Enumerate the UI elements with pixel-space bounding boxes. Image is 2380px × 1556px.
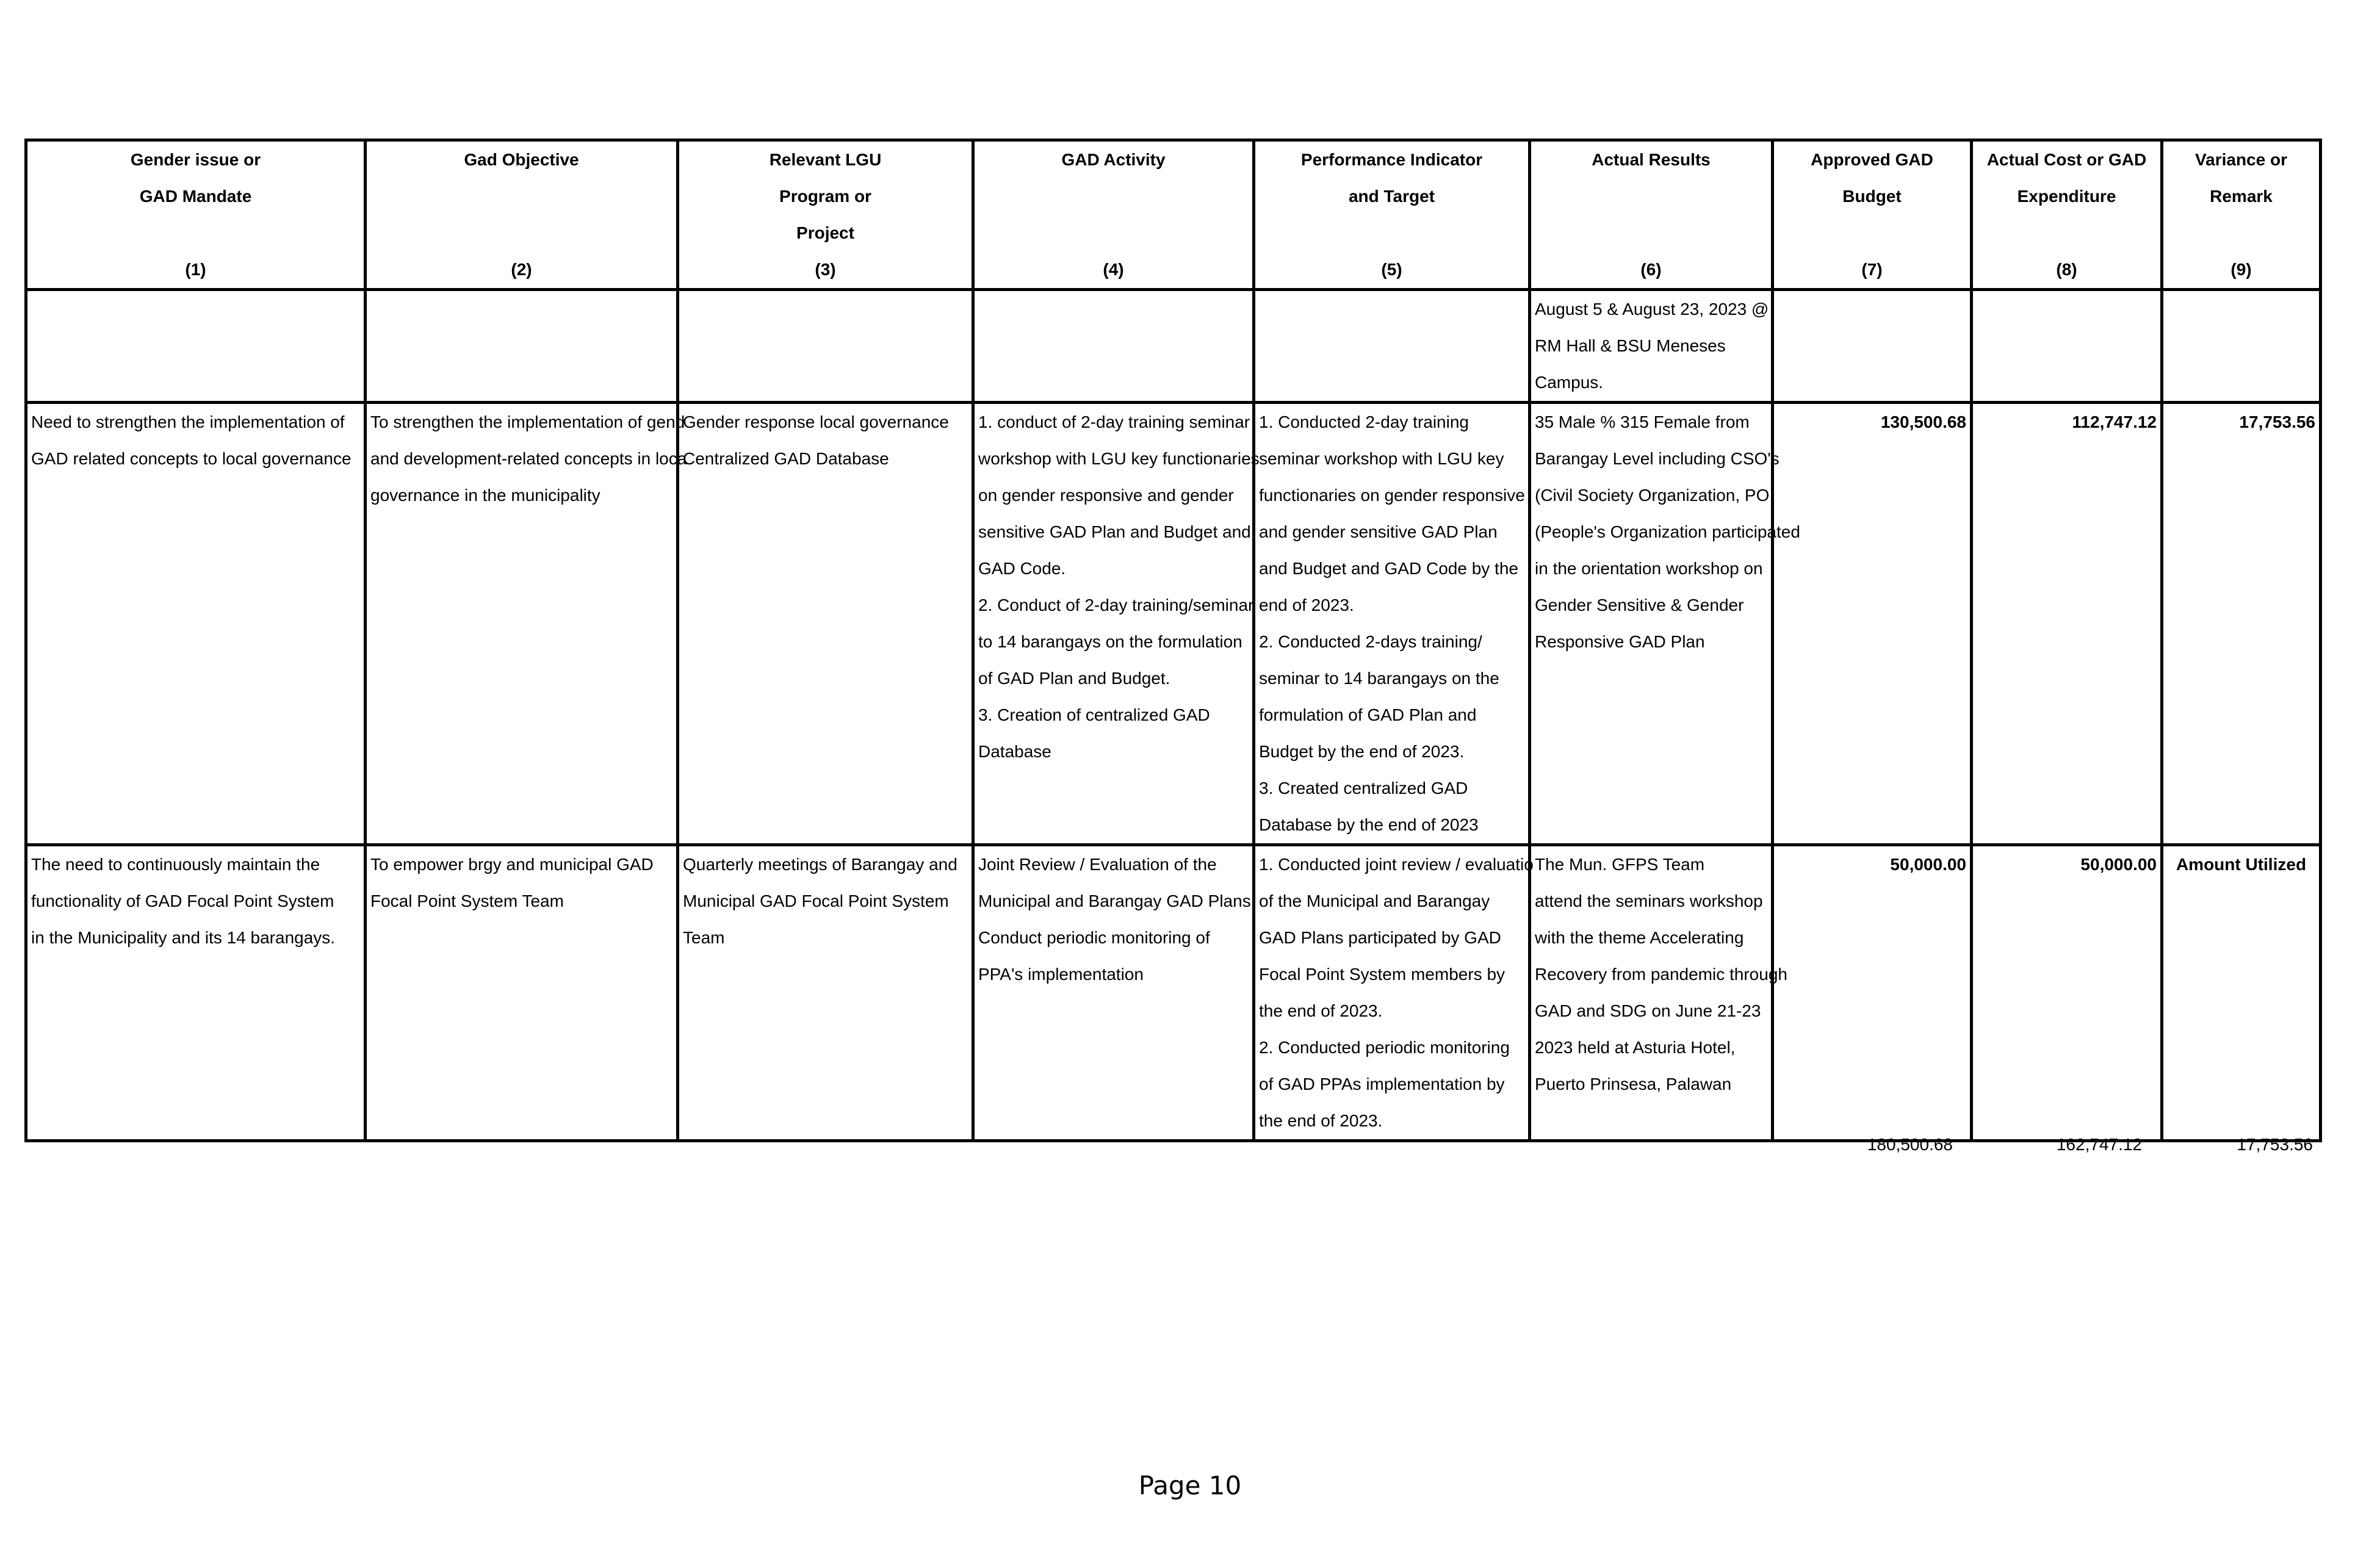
cell-line: and development-related concepts in loca xyxy=(370,449,687,468)
header-line: Actual Cost or GAD xyxy=(1986,150,2147,169)
header-line: Program or xyxy=(779,187,871,206)
cell-line: Focal Point System members by xyxy=(1259,965,1506,984)
cell-line: PPA's implementation xyxy=(978,965,1144,984)
cell-program xyxy=(678,845,973,1141)
cell-line: of GAD Plan and Budget. xyxy=(978,669,1170,688)
cell-line: To empower brgy and municipal GAD xyxy=(370,855,654,874)
cell-approved-budget: 50,000.00 xyxy=(1773,845,1972,1141)
cell-line: Gender Sensitive & Gender xyxy=(1535,596,1744,614)
total-approved-budget: 180,500.68 xyxy=(1867,1135,1953,1154)
header-line xyxy=(1531,178,1771,215)
cell-line: sensitive GAD Plan and Budget and xyxy=(978,522,1251,541)
cell-line: 2. Conduct of 2-day training/seminar xyxy=(978,596,1254,614)
cell-line: RM Hall & BSU Meneses xyxy=(1535,336,1726,355)
header-line: (8) xyxy=(2056,260,2077,279)
cell-line: Responsive GAD Plan xyxy=(1535,632,1705,651)
header-line: and Target xyxy=(1348,187,1435,206)
header-line: Actual Results xyxy=(1592,150,1711,169)
cell-activity xyxy=(973,290,1254,403)
cell-line: on gender responsive and gender xyxy=(978,486,1234,505)
cell-line: seminar to 14 barangays on the xyxy=(1259,669,1499,688)
cell-objective xyxy=(366,290,678,403)
cell-line: 1. conduct of 2-day training seminar xyxy=(978,412,1250,431)
cell-line: 2. Conducted 2-days training/ xyxy=(1259,632,1482,651)
cell-line: Database xyxy=(978,742,1051,761)
cell-actual-cost: 50,000.00 xyxy=(1972,845,2162,1141)
header-line: (5) xyxy=(1381,260,1402,279)
table-row xyxy=(26,403,2321,845)
cell-indicator xyxy=(1254,403,1530,845)
header-performance-indicator xyxy=(1254,140,1530,290)
cell-line: 1. Conducted joint review / evaluatio xyxy=(1259,855,1534,874)
cell-line: the end of 2023. xyxy=(1259,1111,1383,1130)
cell-gender-issue xyxy=(26,845,366,1141)
header-line: (9) xyxy=(2230,260,2252,279)
cell-line: 3. Creation of centralized GAD xyxy=(978,705,1210,724)
cell-actual-cost: 112,747.12 xyxy=(1972,403,2162,845)
cell-program xyxy=(678,403,973,845)
header-line xyxy=(1774,215,1970,251)
cell-line: 1. Conducted 2-day training xyxy=(1259,412,1469,431)
cell-line: workshop with LGU key functionaries xyxy=(978,449,1260,468)
cell-line: GAD Code. xyxy=(978,559,1066,578)
cell-variance: Amount Utilized xyxy=(2162,845,2321,1141)
cell-line: GAD related concepts to local governance xyxy=(31,449,352,468)
cell-line: Recovery from pandemic through xyxy=(1535,965,1787,984)
header-line xyxy=(367,178,676,215)
cell-results xyxy=(1530,403,1800,845)
header-line xyxy=(1973,215,2160,251)
table-row xyxy=(26,290,2321,403)
cell-approved-budget: 130,500.68 xyxy=(1773,403,1972,845)
cell-approved-budget xyxy=(1773,290,1972,403)
cell-line: to 14 barangays on the formulation xyxy=(978,632,1242,651)
cell-line: 35 Male % 315 Female from xyxy=(1535,412,1750,431)
cell-line: Budget by the end of 2023. xyxy=(1259,742,1465,761)
cell-line: (People's Organization participated xyxy=(1535,522,1800,541)
header-line: Gender issue or xyxy=(130,150,261,169)
cell-line: 2. Conducted periodic monitoring xyxy=(1259,1038,1510,1057)
table-body xyxy=(26,140,2321,1141)
header-gad-objective xyxy=(366,140,678,290)
cell-indicator xyxy=(1254,290,1530,403)
cell-line: of the Municipal and Barangay xyxy=(1259,891,1490,910)
cell-line: Focal Point System Team xyxy=(370,891,564,910)
header-actual-cost xyxy=(1972,140,2162,290)
cell-activity xyxy=(973,403,1260,845)
header-line: (6) xyxy=(1640,260,1662,279)
header-line: (4) xyxy=(1103,260,1124,279)
total-variance: 17,753.56 xyxy=(2237,1135,2313,1154)
cell-line: (Civil Society Organization, PO xyxy=(1535,486,1770,505)
table-row xyxy=(26,845,2321,1141)
header-line xyxy=(27,215,364,251)
cell-line: seminar workshop with LGU key xyxy=(1259,449,1504,468)
header-line: (1) xyxy=(185,260,206,279)
cell-line: To strengthen the implementation of gend xyxy=(370,412,685,431)
cell-line: in the orientation workshop on xyxy=(1535,559,1763,578)
cell-line: functionaries on gender responsive xyxy=(1259,486,1525,505)
header-actual-results xyxy=(1530,140,1773,290)
header-line xyxy=(2163,215,2319,251)
cell-line: and Budget and GAD Code by the xyxy=(1259,559,1518,578)
header-line xyxy=(1531,215,1771,251)
cell-line: Centralized GAD Database xyxy=(683,449,889,468)
cell-indicator xyxy=(1254,845,1534,1141)
table-header-row xyxy=(26,140,2321,290)
header-relevant-program xyxy=(678,140,973,290)
header-line xyxy=(1255,215,1528,251)
cell-line: Puerto Prinsesa, Palawan xyxy=(1535,1075,1732,1093)
header-line: (2) xyxy=(511,260,532,279)
cell-line: Database by the end of 2023 xyxy=(1259,815,1479,834)
page-number: Page 10 xyxy=(1138,1471,1242,1500)
header-line: GAD Activity xyxy=(1061,150,1166,169)
header-line: Performance Indicator xyxy=(1300,150,1483,169)
cell-line: Municipal and Barangay GAD Plans xyxy=(978,891,1251,910)
cell-line: The need to continuously maintain the xyxy=(31,855,320,874)
header-line: Budget xyxy=(1842,187,1902,206)
cell-line: GAD and SDG on June 21-23 xyxy=(1535,1001,1761,1020)
header-line xyxy=(367,215,676,251)
cell-line: end of 2023. xyxy=(1259,596,1354,614)
cell-line: Need to strengthen the implementation of xyxy=(31,412,345,431)
cell-line: August 5 & August 23, 2023 @ xyxy=(1535,300,1769,319)
cell-line: Barangay Level including CSO's xyxy=(1535,449,1780,468)
header-line: Expenditure xyxy=(2017,187,2116,206)
header-variance xyxy=(2162,140,2321,290)
header-gender-issue xyxy=(26,140,366,290)
cell-line: attend the seminars workshop xyxy=(1535,891,1763,910)
cell-line: the end of 2023. xyxy=(1259,1001,1383,1020)
cell-line: Gender response local governance xyxy=(683,412,949,431)
cell-line: Quarterly meetings of Barangay and xyxy=(683,855,957,874)
cell-variance: 17,753.56 xyxy=(2162,403,2321,845)
cell-variance xyxy=(2162,290,2321,403)
cell-line: Joint Review / Evaluation of the xyxy=(978,855,1217,874)
cell-line: in the Municipality and its 14 barangays. xyxy=(31,928,336,947)
cell-line: 2023 held at Asturia Hotel, xyxy=(1535,1038,1736,1057)
total-actual-cost: 162,747.12 xyxy=(2056,1135,2142,1154)
header-line: Gad Objective xyxy=(464,150,579,169)
cell-line: Conduct periodic monitoring of xyxy=(978,928,1210,947)
cell-objective xyxy=(366,845,678,1141)
header-gad-activity xyxy=(973,140,1254,290)
header-line: Approved GAD xyxy=(1811,150,1933,169)
cell-gender-issue xyxy=(26,403,366,845)
gad-accomplishment-table xyxy=(24,139,2322,1142)
header-line xyxy=(975,178,1252,215)
cell-line: Municipal GAD Focal Point System xyxy=(683,891,949,910)
cell-line: functionality of GAD Focal Point System xyxy=(31,891,334,910)
cell-gender-issue xyxy=(26,290,366,403)
header-line: GAD Mandate xyxy=(139,187,252,206)
cell-results xyxy=(1530,845,1787,1141)
cell-objective xyxy=(366,403,687,845)
header-line: Relevant LGU xyxy=(769,150,882,169)
cell-actual-cost xyxy=(1972,290,2162,403)
cell-activity xyxy=(973,845,1254,1141)
header-line: Project xyxy=(796,223,854,242)
header-line: Variance or xyxy=(2195,150,2287,169)
cell-line: and gender sensitive GAD Plan xyxy=(1259,522,1498,541)
cell-program xyxy=(678,290,973,403)
cell-line: of GAD PPAs implementation by xyxy=(1259,1075,1505,1093)
cell-line: Team xyxy=(683,928,725,947)
header-line xyxy=(975,215,1252,251)
header-approved-budget xyxy=(1773,140,1972,290)
cell-line: GAD Plans participated by GAD xyxy=(1259,928,1501,947)
cell-line: The Mun. GFPS Team xyxy=(1535,855,1705,874)
header-line: Remark xyxy=(2210,187,2273,206)
cell-line: 3. Created centralized GAD xyxy=(1259,779,1468,798)
cell-line: Campus. xyxy=(1535,373,1604,392)
header-line: (3) xyxy=(815,260,836,279)
cell-line: with the theme Accelerating xyxy=(1535,928,1744,947)
cell-results xyxy=(1530,290,1773,403)
cell-line: governance in the municipality xyxy=(370,486,600,505)
header-line: (7) xyxy=(1861,260,1883,279)
cell-line: formulation of GAD Plan and xyxy=(1259,705,1477,724)
